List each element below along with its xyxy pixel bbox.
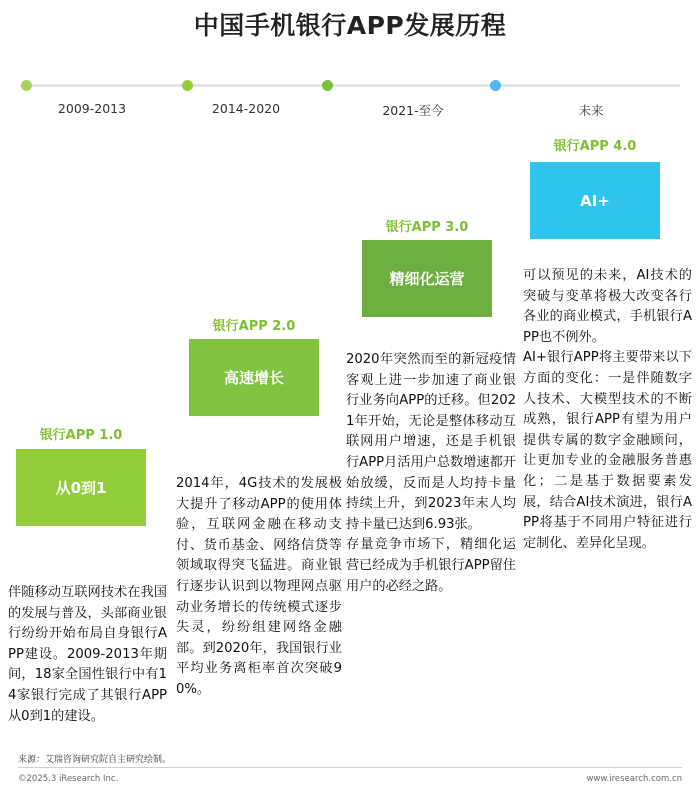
- stage-1-label: 银行APP 1.0: [39, 428, 123, 443]
- timeline-dot-4: [490, 80, 501, 91]
- website-link: www.iresearch.com.cn: [586, 774, 682, 784]
- timeline-dot-3: [322, 80, 333, 91]
- stage-3-box: 精细化运营: [362, 240, 492, 317]
- stage-3-paragraph-1: 2020年突然而至的新冠疫情客观上进一步加速了商业银行业务向APP的迁移。但2021年开始，无论是整体移动互联网用户增速，还是手机银行APP月活用户总数增速都开始放缓，反而是人均持卡量持续上升，到2023年末人均持卡量已达到6.93张。: [346, 352, 516, 532]
- stage-1-paragraph: 伴随移动互联网技术在我国的发展与普及，头部商业银行纷纷开始布局自身银行APP建设。2009-2013年期间，18家全国性银行中有14家银行完成了其银行APP从0到1的建设。: [8, 585, 167, 724]
- period-label-3: 2021-至今: [382, 103, 444, 118]
- stage-4-paragraph-1: 可以预见的未来，AI技术的突破与变革将极大改变各行各业的商业模式，手机银行APP也不例外。: [523, 268, 692, 345]
- page-title: 中国手机银行APP发展历程: [193, 11, 507, 40]
- stage-4-paragraph-2: AI+银行APP将主要带来以下方面的变化：一是伴随数字人技术、大模型技术的不断成熟，银行APP有望为用户提供专属的数字金融顾问，让更加专业的金融服务普惠化；二是基于数据要素发展，结合AI技术演进，银行APP将基于不同用户特征进行定制化、差异化呈现。: [523, 350, 692, 551]
- stage-4-box: AI+: [530, 162, 660, 239]
- stage-1-box: 从0到1: [16, 449, 146, 526]
- stage-4-description: [523, 266, 692, 554]
- timeline-dot-1: [21, 80, 32, 91]
- stage-1-description: [8, 583, 167, 727]
- source-note: 来源：艾瑞咨询研究院自主研究绘制。: [18, 755, 172, 765]
- stage-3-label: 银行APP 3.0: [385, 220, 469, 235]
- period-label-2: 2014-2020: [211, 101, 281, 116]
- stage-2-label: 银行APP 2.0: [212, 319, 296, 334]
- period-label-1: 2009-2013: [57, 101, 127, 116]
- stage-3-description: [346, 350, 516, 597]
- stage-4-label: 银行APP 4.0: [553, 139, 637, 154]
- stage-3-paragraph-2: 存量竞争市场下，精细化运营已经成为手机银行APP留住用户的必经之路。: [346, 537, 516, 594]
- period-label-4: 未来: [578, 103, 604, 118]
- timeline-dot-2: [182, 80, 193, 91]
- footer-divider: [18, 767, 682, 768]
- copyright-text: ©2025.3 iResearch Inc.: [18, 774, 119, 784]
- timeline-line: [20, 84, 680, 87]
- stage-2-paragraph: 2014年，4G技术的发展极大提升了移动APP的使用体验，互联网金融在移动支付、货币基金、网络信贷等领域取得突飞猛进。商业银行逐步认识到以物理网点驱动业务增长的传统模式逐步失灵，纷纷组建网络金融部。到2020年，我国银行业平均业务离柜率首次突破90%。: [176, 476, 342, 697]
- stage-2-box: 高速增长: [189, 339, 319, 416]
- stage-2-description: [176, 474, 342, 701]
